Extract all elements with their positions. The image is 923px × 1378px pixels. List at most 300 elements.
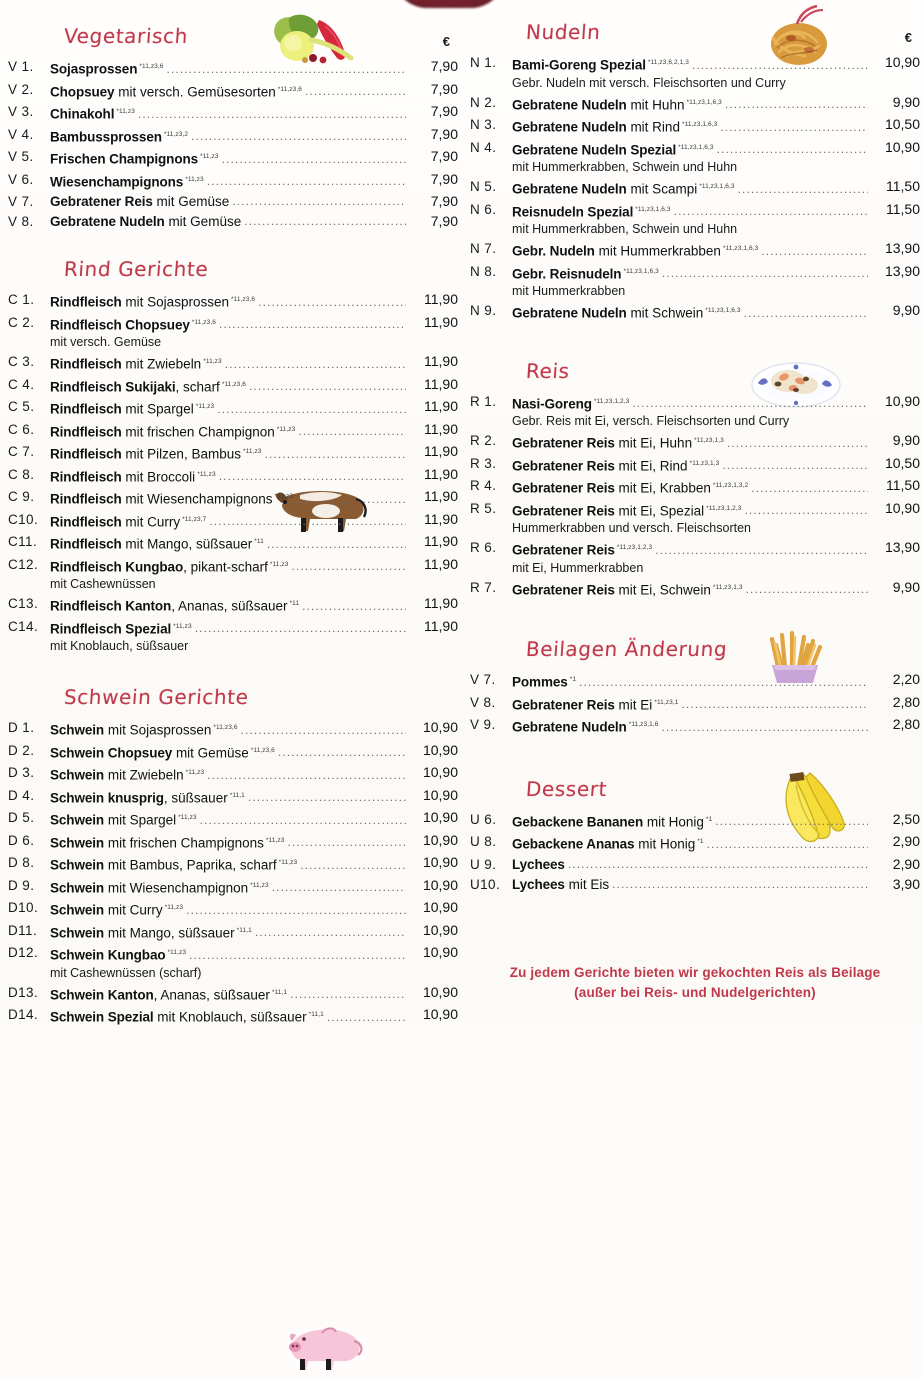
item-name: Rindfleisch bbox=[50, 356, 122, 372]
item-description bbox=[512, 453, 868, 476]
item-price: 11,90 bbox=[424, 465, 458, 482]
currency-symbol: € bbox=[442, 34, 450, 49]
item-code: D 3. bbox=[8, 765, 35, 780]
item-description bbox=[50, 211, 406, 231]
menu-item-subline bbox=[470, 520, 920, 537]
item-rest: mit Curry bbox=[104, 902, 163, 918]
item-name: Rindfleisch Sukijaki bbox=[50, 379, 176, 394]
dot-leader bbox=[671, 202, 868, 216]
item-allergen-marker: *11,z3,6 bbox=[230, 296, 256, 303]
item-description bbox=[512, 874, 868, 894]
menu-item[interactable] bbox=[470, 831, 920, 854]
item-description bbox=[512, 52, 868, 75]
item-name: Gebratener Reis bbox=[512, 582, 615, 597]
dot-leader bbox=[722, 95, 868, 109]
item-allergen-marker: *11,z3,1,6,3 bbox=[623, 267, 659, 275]
item-allergen-marker: *11,z3 bbox=[250, 881, 269, 889]
dot-leader bbox=[741, 304, 868, 318]
item-code: V 7. bbox=[470, 672, 496, 687]
section-title-dessert: Dessert bbox=[525, 776, 608, 801]
menu-item[interactable] bbox=[470, 453, 920, 476]
dot-leader bbox=[164, 60, 406, 74]
menu-item[interactable] bbox=[8, 351, 458, 374]
menu-item[interactable] bbox=[470, 114, 920, 137]
menu-item[interactable] bbox=[8, 762, 458, 785]
item-name: Chopsuey bbox=[50, 84, 115, 99]
item-price: 10,90 bbox=[422, 944, 458, 960]
item-allergen-marker: *11,z3,1,3,2 bbox=[712, 482, 749, 489]
subline-price-spacer bbox=[406, 576, 458, 593]
item-allergen-marker: *11,z3,1,6,3 bbox=[678, 143, 714, 151]
section-beilagen-aenderung bbox=[470, 629, 920, 737]
menu-item[interactable] bbox=[470, 391, 920, 414]
item-price: 3,90 bbox=[892, 875, 920, 892]
item-code: V 8. bbox=[470, 694, 496, 710]
item-description bbox=[50, 717, 406, 740]
item-description bbox=[50, 351, 406, 374]
item-code: V 4. bbox=[8, 126, 34, 142]
item-allergen-marker: *11,z3,1 bbox=[654, 698, 679, 706]
menu-item[interactable] bbox=[8, 289, 458, 312]
item-subdescription: mit Knoblauch, süßsauer bbox=[50, 639, 189, 653]
menu-item[interactable] bbox=[8, 852, 458, 875]
item-description bbox=[512, 831, 868, 854]
item-name: Schwein bbox=[50, 722, 105, 738]
item-code: R 4. bbox=[470, 478, 497, 493]
item-code: C 2. bbox=[8, 314, 35, 330]
item-code: C 1. bbox=[8, 292, 35, 307]
item-code: V 8. bbox=[8, 214, 34, 229]
dot-leader bbox=[293, 490, 406, 504]
item-code: N 6. bbox=[470, 201, 497, 217]
menu-item[interactable] bbox=[8, 211, 458, 231]
item-rest: mit frischen Champignon bbox=[121, 424, 275, 439]
item-allergen-marker: *11,z3,1,2,3 bbox=[593, 397, 630, 405]
dot-leader bbox=[255, 293, 406, 307]
menu-item[interactable] bbox=[8, 785, 458, 808]
footer-note bbox=[470, 963, 920, 1003]
item-name: Rindfleisch bbox=[50, 446, 122, 462]
menu-item[interactable] bbox=[470, 199, 920, 222]
item-code: C12. bbox=[8, 556, 39, 572]
subline-price-spacer bbox=[868, 159, 920, 176]
item-subdescription: mit Hummerkrabben, Schwein und Huhn bbox=[512, 222, 738, 236]
item-allergen-marker: *11,z3 bbox=[265, 836, 285, 844]
item-description bbox=[50, 486, 406, 509]
item-description bbox=[512, 114, 868, 137]
dot-leader bbox=[609, 875, 868, 889]
item-name: Schwein bbox=[50, 880, 105, 895]
item-description bbox=[50, 146, 406, 169]
item-description bbox=[512, 475, 868, 498]
item-name: Reisnudeln Spezial bbox=[512, 204, 634, 219]
item-subdescription: mit Hummerkrabben, Schwein und Huhn bbox=[512, 160, 738, 174]
dot-leader bbox=[262, 445, 406, 459]
item-description bbox=[50, 785, 406, 808]
item-rest: mit Gemüse bbox=[152, 194, 230, 209]
dot-leader bbox=[214, 400, 406, 414]
menu-item[interactable] bbox=[470, 692, 920, 715]
item-price: 10,90 bbox=[884, 392, 920, 409]
subline-price-spacer bbox=[868, 413, 920, 430]
item-name: Gebackene Ananas bbox=[512, 836, 635, 852]
item-description bbox=[50, 191, 406, 211]
item-price: 9,90 bbox=[892, 432, 920, 448]
item-price: 13,90 bbox=[884, 240, 920, 256]
dot-leader bbox=[565, 855, 868, 869]
item-allergen-marker: *11,z3 bbox=[242, 448, 262, 455]
item-price: 10,90 bbox=[884, 54, 920, 70]
item-code: C10. bbox=[8, 511, 39, 527]
dot-leader bbox=[135, 105, 406, 119]
item-allergen-marker: *11,z3,6 bbox=[250, 746, 275, 754]
item-description bbox=[512, 714, 868, 737]
menu-item[interactable] bbox=[470, 176, 920, 199]
menu-item[interactable] bbox=[8, 79, 458, 102]
subline-spacer bbox=[8, 334, 50, 351]
menu-item[interactable] bbox=[470, 261, 920, 284]
item-rest: mit Scampi bbox=[626, 181, 698, 197]
item-rest: , Ananas, süßsauer bbox=[153, 987, 270, 1002]
item-code: R 1. bbox=[470, 393, 497, 409]
item-price: 11,90 bbox=[424, 555, 458, 572]
menu-item[interactable] bbox=[470, 52, 920, 75]
item-code: V 7. bbox=[8, 194, 34, 209]
item-rest: mit Mango, süßsauer bbox=[104, 925, 235, 940]
dot-leader bbox=[269, 878, 406, 892]
item-name: Gebratener Reis bbox=[512, 458, 615, 473]
subline-price-spacer bbox=[406, 965, 458, 982]
dot-leader bbox=[714, 140, 868, 154]
item-price: 10,90 bbox=[422, 809, 458, 825]
item-name: Bambussprossen bbox=[50, 129, 162, 144]
item-code: V 2. bbox=[8, 81, 34, 97]
menu-item[interactable] bbox=[8, 897, 458, 920]
menu-item[interactable] bbox=[8, 616, 458, 639]
item-name: Rindfleisch bbox=[50, 514, 122, 529]
menu-item[interactable] bbox=[470, 874, 920, 894]
item-price: 9,90 bbox=[892, 93, 920, 110]
item-rest: mit Ei bbox=[614, 697, 653, 712]
menu-item[interactable] bbox=[8, 830, 458, 853]
item-name: Gebratener Reis bbox=[512, 435, 615, 451]
item-name: Gebratener Reis bbox=[512, 480, 615, 496]
item-subdescription: Gebr. Nudeln mit versch. Fleischsorten und Curry bbox=[512, 75, 786, 90]
dot-leader bbox=[204, 766, 406, 780]
item-description bbox=[512, 137, 868, 160]
item-description bbox=[50, 531, 406, 554]
item-name: Nasi-Goreng bbox=[512, 396, 592, 411]
dot-leader bbox=[222, 355, 406, 369]
item-price: 10,90 bbox=[422, 741, 458, 758]
item-code: C11. bbox=[8, 534, 38, 549]
item-code: C13. bbox=[8, 596, 39, 611]
item-rest: mit Curry bbox=[121, 514, 181, 529]
item-rest: mit Schwein bbox=[626, 305, 704, 321]
subline-price-spacer bbox=[406, 638, 458, 655]
item-allergen-marker: *11,z3 bbox=[167, 949, 187, 956]
item-description bbox=[512, 176, 868, 199]
item-name: Rindfleisch Kanton bbox=[50, 598, 172, 614]
subline-spacer bbox=[8, 576, 50, 593]
item-price: 7,90 bbox=[430, 148, 458, 164]
menu-item[interactable] bbox=[8, 146, 458, 169]
item-name: Gebratener Reis bbox=[512, 503, 615, 518]
item-price: 11,90 bbox=[424, 420, 458, 437]
menu-item[interactable] bbox=[470, 854, 920, 874]
menu-item[interactable] bbox=[8, 124, 458, 147]
dot-leader bbox=[287, 985, 406, 999]
menu-item[interactable] bbox=[8, 312, 458, 335]
item-rest: mit Knoblauch, süßsauer bbox=[153, 1009, 307, 1025]
item-code: C 7. bbox=[8, 444, 35, 459]
item-code: U10. bbox=[470, 876, 501, 892]
item-name: Schwein knusprig bbox=[50, 790, 164, 805]
item-allergen-marker: *11,z3,1,2,3 bbox=[706, 504, 742, 512]
menu-item[interactable] bbox=[8, 464, 458, 487]
item-allergen-marker: *11,z3,1,2,3 bbox=[616, 544, 653, 551]
menu-item[interactable] bbox=[8, 593, 458, 616]
dot-leader bbox=[245, 788, 406, 802]
item-description bbox=[512, 92, 868, 115]
item-rest: mit Broccoli bbox=[121, 469, 196, 484]
menu-item[interactable] bbox=[8, 509, 458, 532]
menu-item[interactable] bbox=[8, 807, 458, 830]
item-price: 7,90 bbox=[430, 193, 458, 209]
menu-item[interactable] bbox=[470, 537, 920, 560]
item-description bbox=[512, 669, 868, 692]
item-code: C 6. bbox=[8, 421, 35, 437]
item-price: 10,90 bbox=[884, 499, 920, 516]
menu-item[interactable] bbox=[8, 441, 458, 464]
item-rest: , pikant-scharf bbox=[183, 559, 268, 574]
item-code: D 8. bbox=[8, 855, 35, 870]
item-subdescription: Hummerkrabben und versch. Fleischsorten bbox=[512, 521, 751, 535]
item-rest: , süßsauer bbox=[163, 790, 228, 805]
section-nudeln bbox=[470, 12, 920, 323]
item-name: Rindfleisch Spezial bbox=[50, 621, 172, 636]
item-name: Wiesenchampignons bbox=[50, 174, 184, 189]
menu-list-schwein-gerichte bbox=[8, 717, 458, 1027]
section-title-beilagen-aenderung: Beilagen Änderung bbox=[525, 637, 729, 661]
dot-leader bbox=[324, 1008, 406, 1022]
menu-item-subline bbox=[8, 965, 458, 982]
item-price: 10,90 bbox=[422, 921, 458, 938]
menu-item[interactable] bbox=[8, 531, 458, 554]
section-reis bbox=[470, 351, 920, 600]
footer-note-line2: (außer bei Reis- und Nudelgerichten) bbox=[574, 985, 816, 1000]
item-name: Chinakohl bbox=[50, 106, 115, 122]
menu-item[interactable] bbox=[8, 554, 458, 577]
item-description bbox=[512, 537, 868, 560]
menu-item[interactable] bbox=[8, 191, 458, 211]
dot-leader bbox=[192, 619, 406, 633]
item-allergen-marker: *11,z3,2 bbox=[163, 130, 189, 138]
menu-item[interactable] bbox=[470, 669, 920, 692]
item-description bbox=[50, 396, 406, 419]
menu-item[interactable] bbox=[470, 577, 920, 600]
menu-item-subline bbox=[470, 413, 920, 430]
item-allergen-marker: *11,z3 bbox=[195, 403, 215, 410]
item-description bbox=[50, 897, 406, 920]
menu-item[interactable] bbox=[470, 714, 920, 737]
menu-item-subline bbox=[470, 283, 920, 300]
menu-item[interactable] bbox=[8, 740, 458, 763]
item-subdescription: mit Cashewnüssen bbox=[50, 577, 156, 591]
section-dessert bbox=[470, 769, 920, 894]
menu-item[interactable] bbox=[8, 920, 458, 943]
item-code: D 9. bbox=[8, 877, 35, 893]
item-description bbox=[50, 830, 406, 853]
item-allergen-marker: *11,z3,1,3 bbox=[712, 583, 743, 591]
item-allergen-marker: *11,z3 bbox=[164, 904, 184, 911]
item-rest: mit Mango, süßsauer bbox=[121, 536, 253, 552]
item-rest: mit Ei, Spezial bbox=[614, 503, 705, 518]
menu-item[interactable] bbox=[8, 419, 458, 442]
menu-item[interactable] bbox=[8, 486, 458, 509]
item-name: Gebr. Reisnudeln bbox=[512, 266, 622, 281]
menu-item[interactable] bbox=[470, 475, 920, 498]
menu-item[interactable] bbox=[470, 300, 920, 323]
item-name: Schwein bbox=[50, 925, 105, 940]
menu-item[interactable] bbox=[8, 982, 458, 1005]
item-rest: mit Ei, Rind bbox=[614, 458, 688, 473]
item-name: Rindfleisch bbox=[50, 401, 122, 417]
menu-item[interactable] bbox=[8, 875, 458, 898]
item-description bbox=[512, 692, 868, 715]
menu-item[interactable] bbox=[8, 56, 458, 79]
item-code: D12. bbox=[8, 945, 39, 960]
dot-leader bbox=[216, 467, 406, 481]
dot-leader bbox=[302, 82, 406, 96]
menu-item[interactable] bbox=[8, 396, 458, 419]
subline-price-spacer bbox=[868, 283, 920, 300]
dot-leader bbox=[204, 172, 406, 186]
currency-symbol: € bbox=[904, 30, 912, 45]
item-code: D 4. bbox=[8, 787, 35, 803]
item-code: U 6. bbox=[470, 811, 497, 827]
item-rest: mit frischen Champignons bbox=[104, 835, 264, 850]
menu-item[interactable] bbox=[470, 92, 920, 115]
menu-item[interactable] bbox=[470, 430, 920, 453]
item-rest: mit Hummerkrabben bbox=[594, 243, 721, 259]
item-name: Gebratener Reis bbox=[512, 542, 615, 558]
dot-leader bbox=[288, 557, 406, 571]
item-price: 10,90 bbox=[884, 138, 920, 155]
item-price: 2,80 bbox=[892, 693, 920, 710]
item-name: Rindfleisch Kungbao bbox=[50, 559, 184, 574]
item-code: V 9. bbox=[470, 717, 496, 732]
dot-leader bbox=[704, 835, 868, 849]
item-price: 10,90 bbox=[422, 1006, 458, 1022]
menu-item[interactable] bbox=[8, 942, 458, 965]
item-name: Schwein Chopsuey bbox=[50, 745, 173, 760]
item-name: Gebratene Nudeln bbox=[512, 305, 627, 321]
item-allergen-marker: *11,z3 bbox=[274, 493, 294, 500]
item-price: 11,90 bbox=[424, 291, 458, 307]
item-price: 11,50 bbox=[886, 200, 920, 217]
item-rest: mit Spargel bbox=[121, 401, 194, 417]
menu-item[interactable] bbox=[470, 809, 920, 832]
item-allergen-marker: *11,1 bbox=[236, 926, 252, 934]
item-allergen-marker: *11,1 bbox=[308, 1011, 324, 1018]
item-name: Gebratener Reis bbox=[50, 194, 153, 209]
menu-item-subline bbox=[470, 221, 920, 238]
item-price: 9,90 bbox=[892, 578, 920, 595]
item-allergen-marker: *11,z3 bbox=[276, 425, 296, 433]
menu-item[interactable] bbox=[8, 374, 458, 397]
item-price: 10,90 bbox=[422, 899, 458, 915]
item-rest: mit Gemüse bbox=[164, 214, 242, 229]
item-name: Gebackene Bananen bbox=[512, 814, 644, 829]
item-description bbox=[50, 124, 406, 147]
subline-spacer bbox=[470, 413, 512, 430]
item-price: 11,90 bbox=[424, 443, 458, 459]
item-code: V 5. bbox=[8, 149, 34, 164]
item-description bbox=[512, 577, 868, 600]
item-price: 13,90 bbox=[884, 262, 920, 279]
item-name: Sojasprossen bbox=[50, 61, 138, 77]
item-price: 11,90 bbox=[424, 617, 458, 634]
item-allergen-marker: *11,z3 bbox=[178, 814, 197, 821]
dot-leader bbox=[229, 192, 406, 206]
item-rest: mit Zwiebeln bbox=[121, 356, 202, 372]
item-allergen-marker: *11,z3 bbox=[269, 560, 289, 568]
item-price: 7,90 bbox=[430, 103, 458, 119]
item-rest: mit Eis bbox=[564, 876, 610, 892]
item-allergen-marker: *1 bbox=[697, 838, 704, 845]
item-code: D 2. bbox=[8, 742, 35, 758]
item-allergen-marker: *11,z3,6 bbox=[191, 318, 216, 326]
item-description bbox=[50, 1004, 406, 1027]
subline-spacer bbox=[470, 560, 512, 577]
item-allergen-marker: *11,z3,6 bbox=[213, 724, 238, 731]
dot-leader bbox=[295, 422, 406, 436]
item-code: N 1. bbox=[470, 55, 497, 70]
item-code: R 3. bbox=[470, 455, 497, 471]
item-description bbox=[50, 807, 406, 830]
menu-item[interactable] bbox=[8, 717, 458, 740]
item-description bbox=[50, 419, 406, 442]
menu-item[interactable] bbox=[8, 1004, 458, 1027]
item-price: 2,90 bbox=[892, 833, 920, 849]
item-code: D13. bbox=[8, 984, 39, 1000]
item-allergen-marker: *11,z3,1,6,3 bbox=[699, 183, 735, 190]
left-column bbox=[8, 0, 458, 1024]
menu-item[interactable] bbox=[470, 238, 920, 261]
item-code: C14. bbox=[8, 618, 39, 634]
item-price: 2,90 bbox=[892, 855, 920, 872]
menu-item[interactable] bbox=[8, 101, 458, 124]
menu-item[interactable] bbox=[470, 137, 920, 160]
menu-item-subline bbox=[470, 75, 920, 92]
item-description bbox=[512, 238, 868, 261]
item-allergen-marker: *11,z3,6 bbox=[139, 63, 164, 70]
dot-leader bbox=[297, 856, 406, 870]
item-description bbox=[50, 554, 406, 577]
item-name: Schwein bbox=[50, 835, 105, 850]
menu-item[interactable] bbox=[8, 169, 458, 192]
item-code: U 9. bbox=[470, 856, 497, 872]
item-price: 10,90 bbox=[422, 719, 458, 735]
item-description bbox=[50, 464, 406, 487]
section-schwein-gerichte bbox=[8, 677, 458, 1027]
item-description bbox=[512, 430, 868, 453]
item-description bbox=[50, 762, 406, 785]
menu-list-vegetarisch bbox=[8, 56, 458, 231]
section-rind-gerichte bbox=[8, 249, 458, 655]
menu-item[interactable] bbox=[470, 498, 920, 521]
